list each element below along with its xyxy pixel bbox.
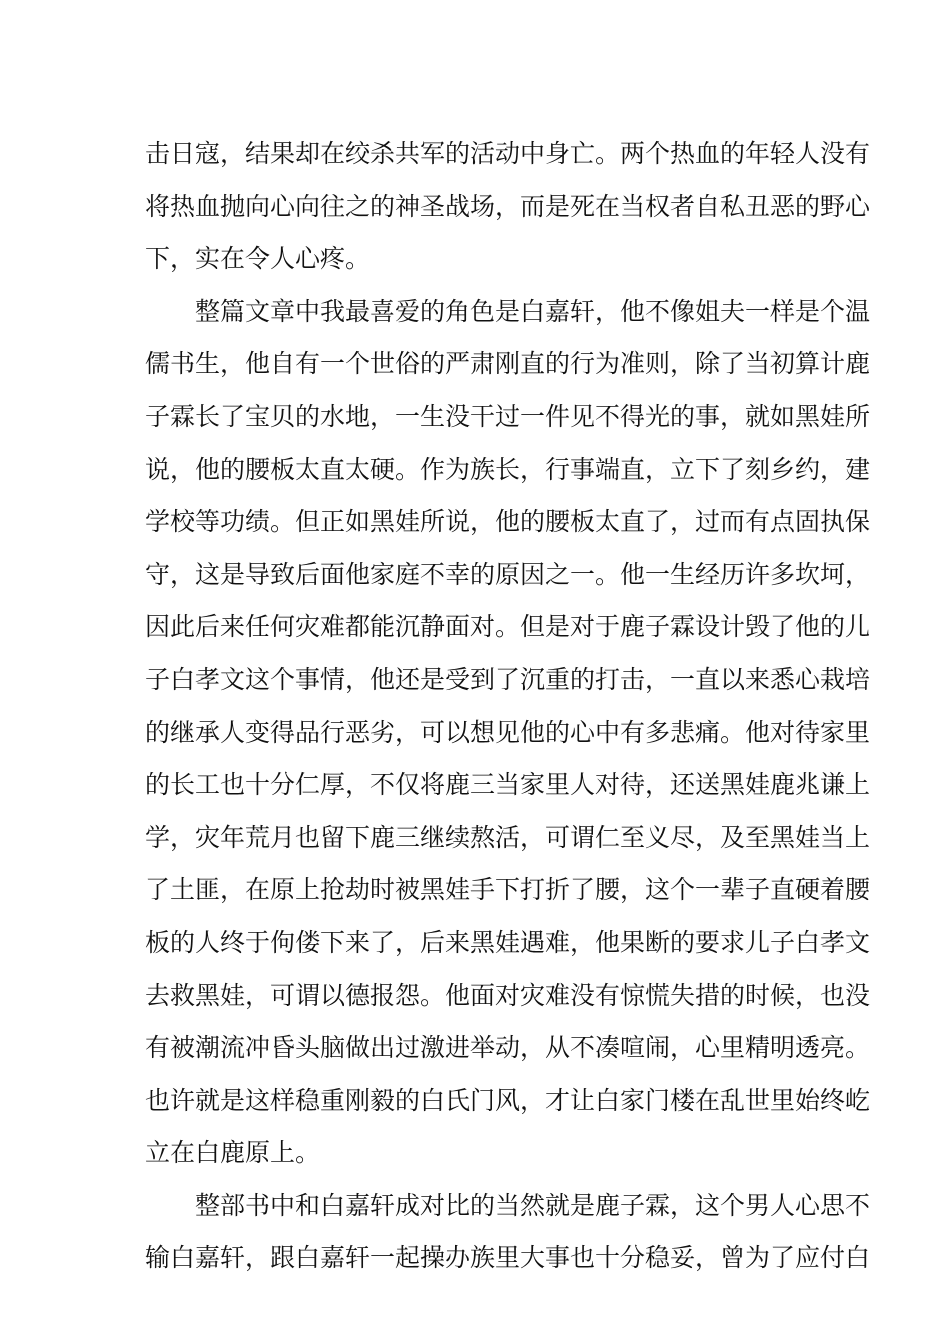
text-line: 整部书中和白嘉轩成对比的当然就是鹿子霖，这个男人心思不 (145, 1190, 871, 1220)
body-text (145, 128, 871, 1285)
text-line: 有被潮流冲昏头脑做出过激进举动，从不凑喧闹，心里精明透亮。 (145, 1033, 871, 1063)
text-line: 下，实在令人心疼。 (145, 244, 371, 274)
text-line: 说，他的腰板太直太硬。作为族长，行事端直，立下了刻乡约，建 (145, 454, 871, 484)
text-line: 立在白鹿原上。 (145, 1138, 321, 1168)
text-line: 的长工也十分仁厚，不仅将鹿三当家里人对待，还送黑娃鹿兆谦上 (145, 770, 871, 800)
text-line: 学，灾年荒月也留下鹿三继续熬活，可谓仁至义尽，及至黑娃当上 (145, 822, 871, 852)
text-line: 了土匪，在原上抢劫时被黑娃手下打折了腰，这个一辈子直硬着腰 (145, 875, 871, 905)
text-line: 去救黑娃，可谓以德报怨。他面对灾难没有惊慌失措的时候，也没 (145, 980, 871, 1010)
text-line: 板的人终于佝偻下来了，后来黑娃遇难，他果断的要求儿子白孝文 (145, 927, 871, 957)
text-line: 击日寇，结果却在绞杀共军的活动中身亡。两个热血的年轻人没有 (145, 139, 871, 168)
text-line: 也许就是这样稳重刚毅的白氏门风，才让白家门楼在乱世里始终屹 (145, 1085, 871, 1115)
text-line: 因此后来任何灾难都能沉静面对。但是对于鹿子霖设计毁了他的儿 (145, 612, 871, 642)
text-line: 子白孝文这个事情，他还是受到了沉重的打击，一直以来悉心栽培 (145, 664, 871, 694)
text-line: 将热血抛向心向往之的神圣战场，而是死在当权者自私丑恶的野心 (145, 191, 871, 221)
text-line: 的继承人变得品行恶劣，可以想见他的心中有多悲痛。他对待家里 (145, 717, 871, 747)
text-line: 守，这是导致后面他家庭不幸的原因之一。他一生经历许多坎坷， (145, 559, 871, 589)
text-line: 学校等功绩。但正如黑娃所说，他的腰板太直了，过而有点固执保 (145, 507, 871, 537)
text-line: 儒书生，他自有一个世俗的严肃刚直的行为准则，除了当初算计鹿 (145, 349, 871, 379)
text-line: 子霖长了宝贝的水地，一生没干过一件见不得光的事，就如黑娃所 (145, 401, 871, 431)
text-line: 整篇文章中我最喜爱的角色是白嘉轩，他不像姐夫一样是个温 (145, 296, 871, 326)
text-line: 输白嘉轩，跟白嘉轩一起操办族里大事也十分稳妥，曾为了应付白 (145, 1243, 871, 1273)
